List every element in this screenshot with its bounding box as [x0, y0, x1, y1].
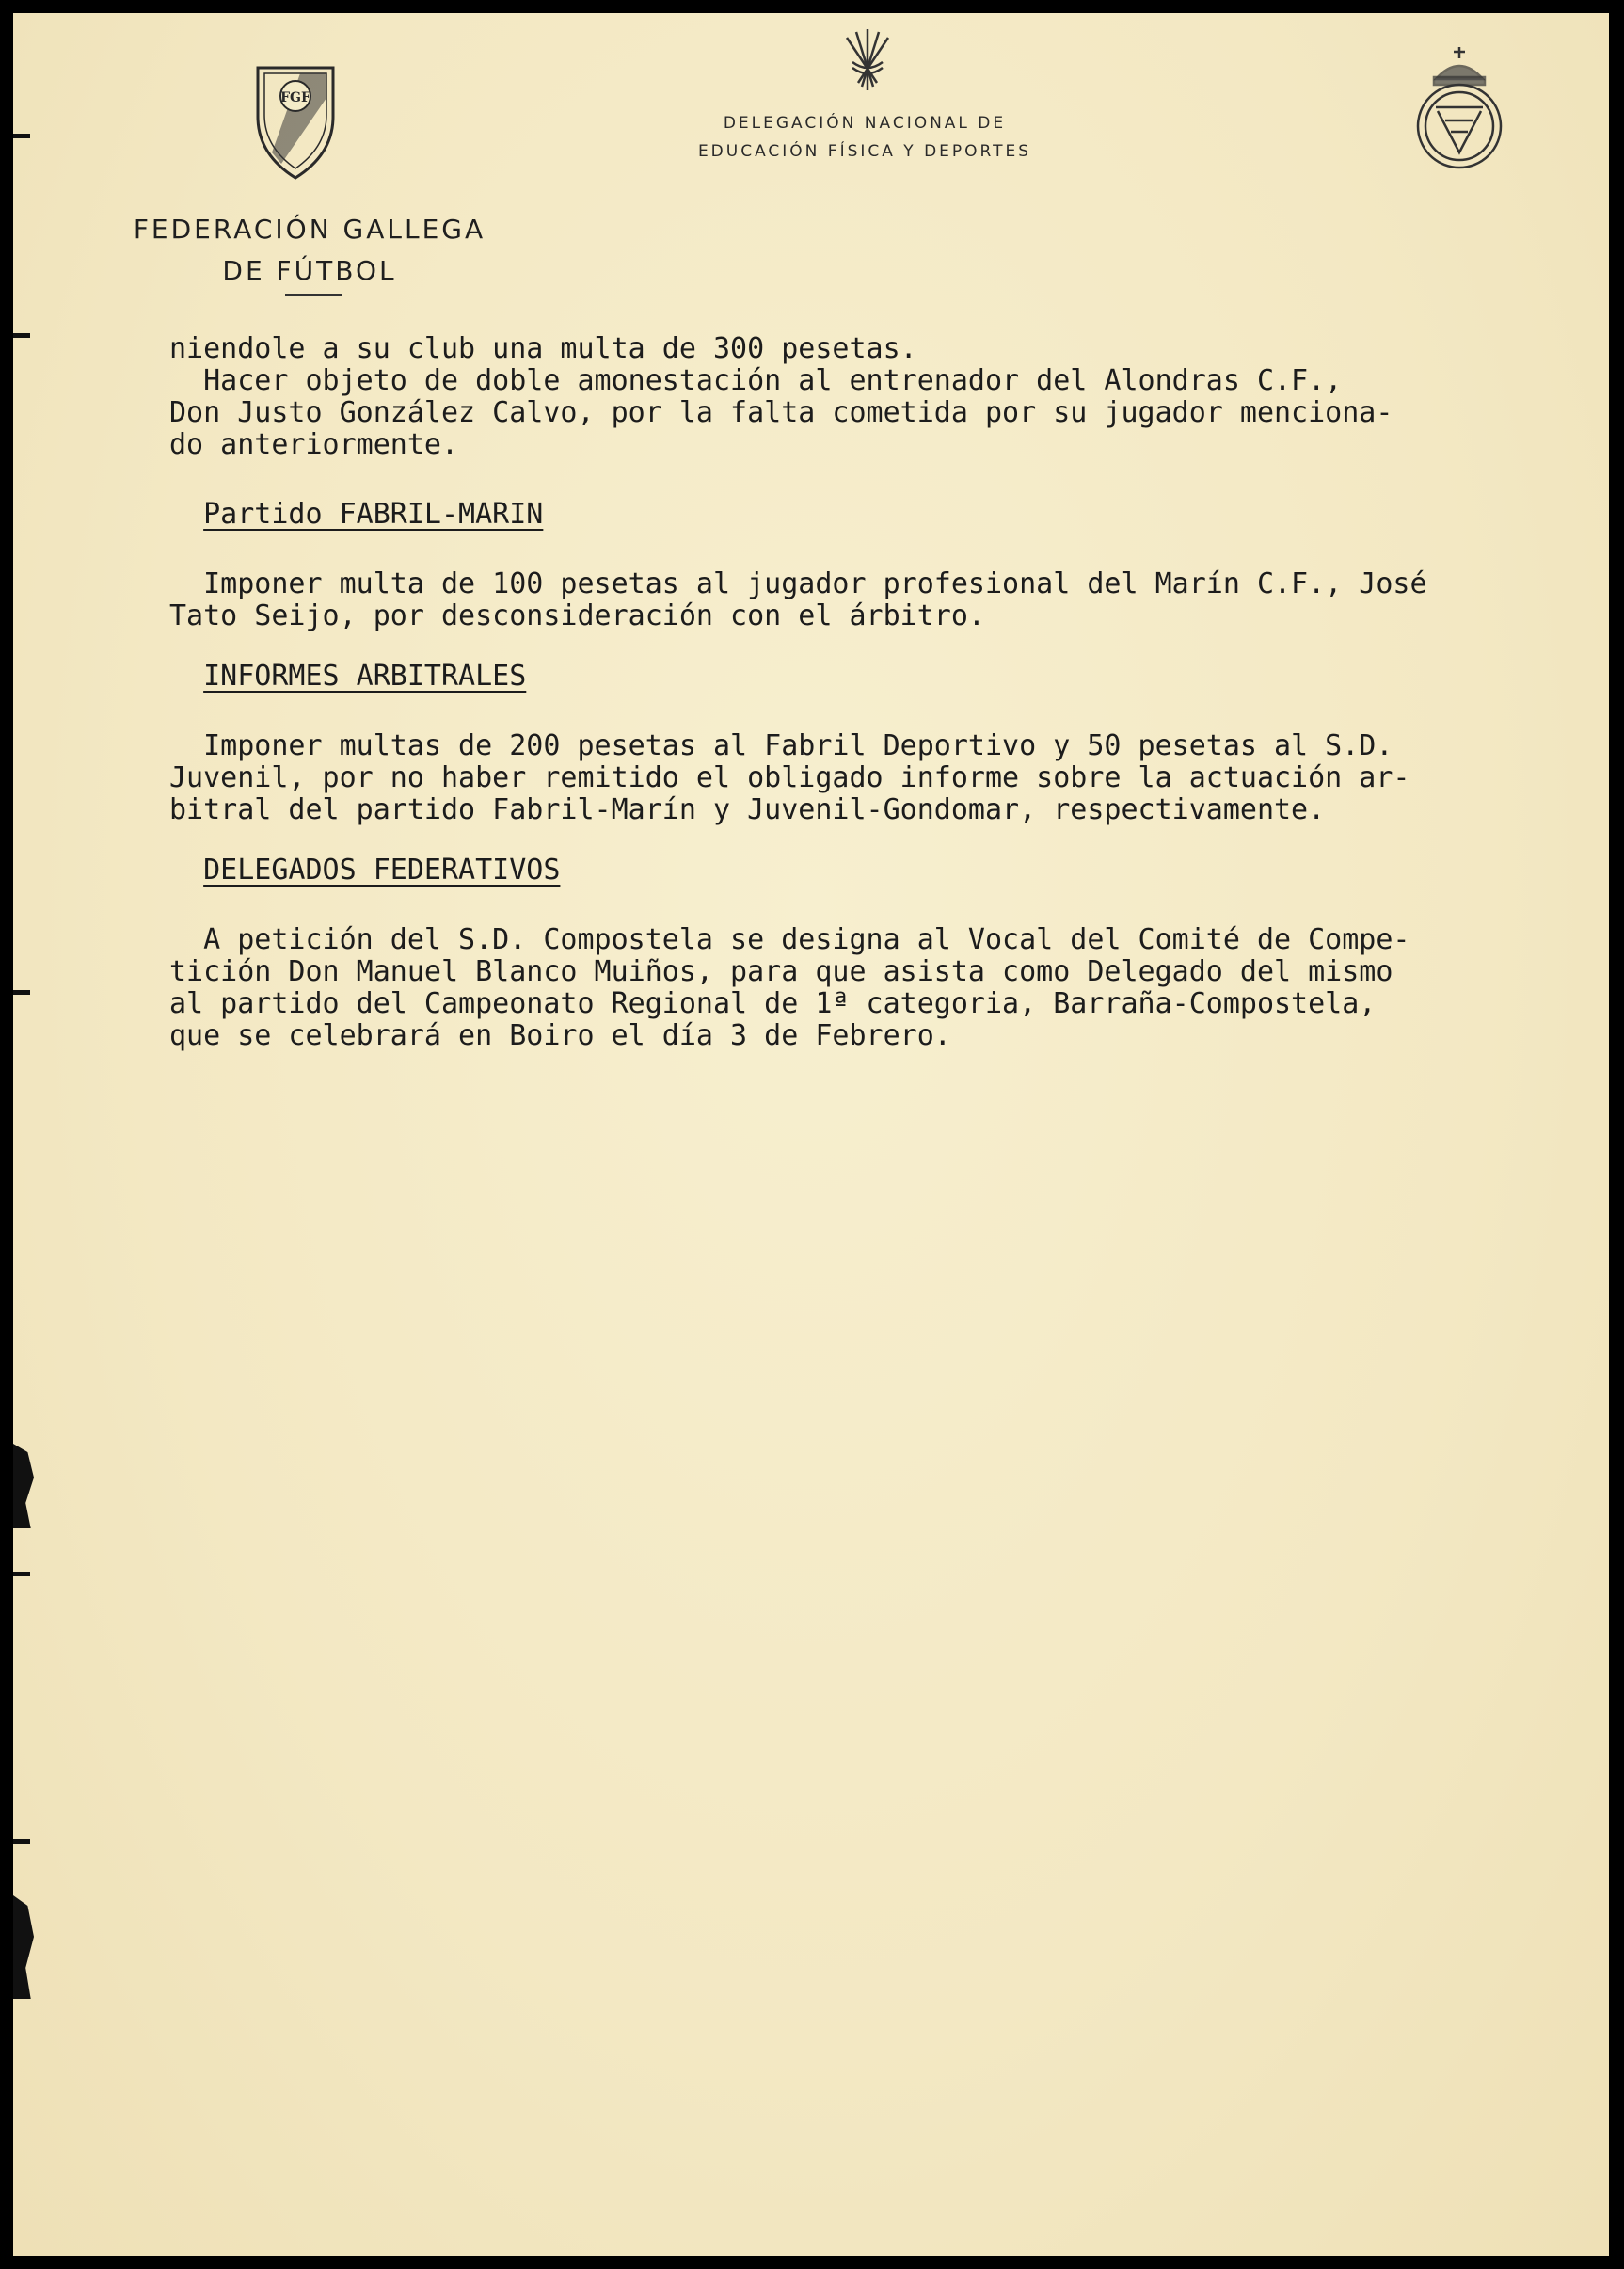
section-heading: Partido FABRIL-MARIN	[203, 498, 544, 531]
rfef-crest-logo	[1408, 34, 1511, 175]
text-line: Imponer multas de 200 pesetas al Fabril Deportivo y 50 pesetas al S.D.	[169, 729, 1393, 762]
section-heading: INFORMES ARBITRALES	[203, 660, 527, 693]
text-line: do anteriormente.	[169, 428, 459, 461]
delegacion-line1: DELEGACIÓN NACIONAL DE	[723, 114, 1007, 133]
text-line: Imponer multa de 100 pesetas al jugador profesional del Marín C.F., José	[169, 567, 1427, 600]
delegacion-header	[615, 109, 1114, 166]
text-line: niendole a su club una multa de 300 pesetas.	[169, 332, 917, 365]
text-line: Don Justo González Calvo, por la falta cometida por su jugador menciona-	[169, 396, 1393, 429]
text-line: Tato Seijo, por desconsideración con el árbitro.	[169, 599, 985, 632]
fgf-monogram: FGF	[280, 90, 310, 105]
federation-name	[98, 209, 521, 292]
section-informes-arbitrales	[169, 661, 1600, 826]
edge-notch	[13, 134, 30, 138]
org-name-rule	[285, 294, 342, 296]
section-fabril-marin	[169, 499, 1600, 632]
text-line: Hacer objeto de doble amonestación al entrenador del Alondras C.F.,	[169, 364, 1343, 397]
edge-notch	[13, 1572, 30, 1576]
text-line: bitral del partido Fabril-Marín y Juvenil-Gondomar, respectivamente.	[169, 793, 1326, 826]
section-heading: DELEGADOS FEDERATIVOS	[203, 854, 561, 887]
edge-tear	[13, 1895, 34, 1999]
text-line: Juvenil, por no haber remitido el obligado informe sobre la actuación ar-	[169, 761, 1410, 794]
section-delegados-federativos	[169, 855, 1600, 1052]
text-line: A petición del S.D. Compostela se designa al Vocal del Comité de Compe-	[169, 923, 1410, 956]
edge-notch	[13, 990, 30, 995]
document-body	[169, 333, 1600, 1052]
intro-paragraph	[169, 333, 1600, 461]
text-line: tición Don Manuel Blanco Muiños, para que asista como Delegado del mismo	[169, 955, 1393, 988]
yoke-arrows-emblem	[839, 24, 896, 95]
org-name-line1: FEDERACIÓN GALLEGA	[133, 214, 486, 245]
text-line: que se celebrará en Boiro el día 3 de Febrero.	[169, 1019, 951, 1052]
edge-tear	[13, 1444, 34, 1528]
text-line: al partido del Campeonato Regional de 1ª categoria, Barraña-Compostela,	[169, 987, 1377, 1020]
edge-notch	[13, 1839, 30, 1844]
delegacion-line2: EDUCACIÓN FÍSICA Y DEPORTES	[697, 142, 1032, 161]
edge-notch	[13, 333, 30, 338]
document-page	[13, 13, 1609, 2256]
org-name-line2: DE FÚTBOL	[222, 255, 397, 286]
fgf-shield-logo	[253, 60, 338, 183]
